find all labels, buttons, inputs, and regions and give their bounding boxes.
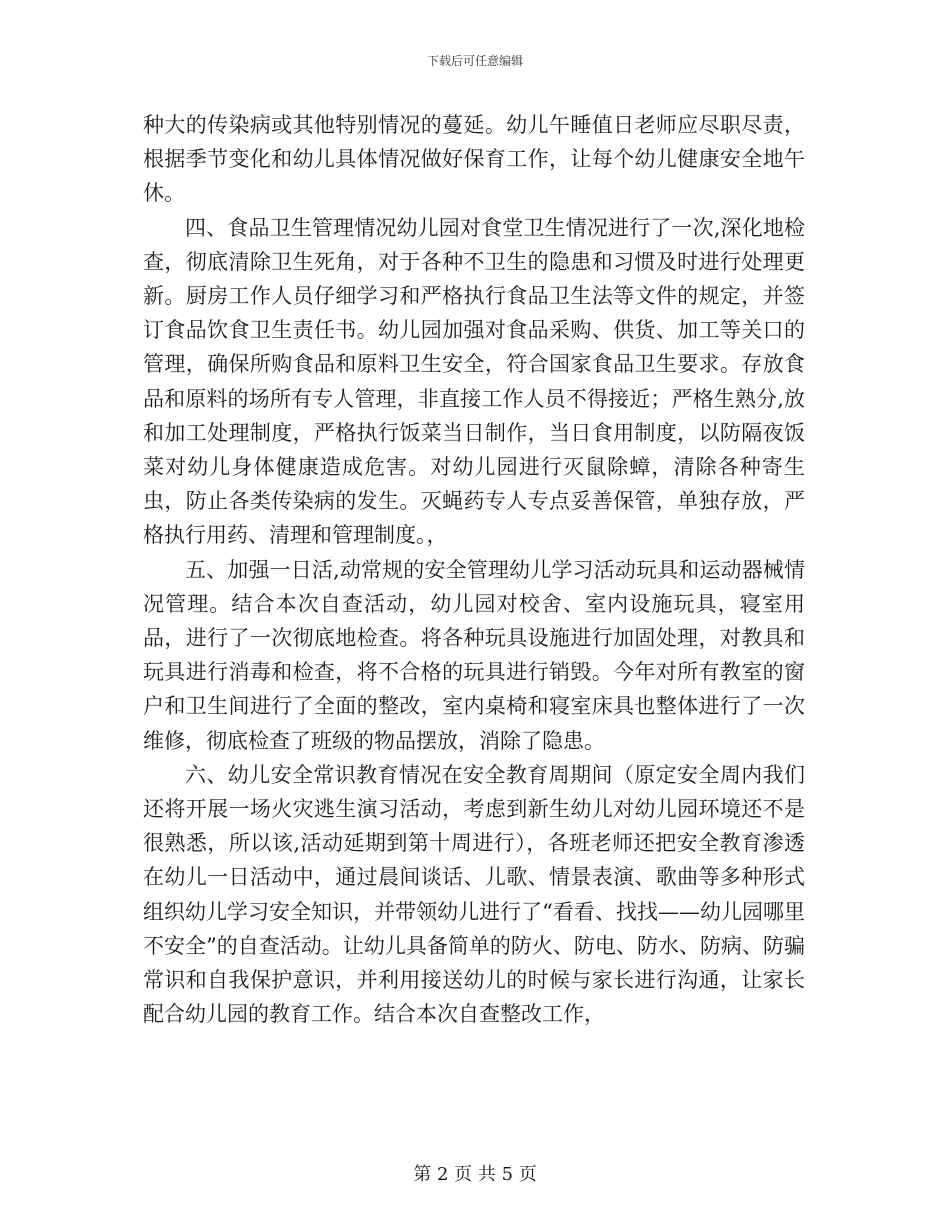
paragraph-daily-activity-safety: 五、加强一日活,动常规的安全管理幼儿学习活动玩具和运动器械情况管理。结合本次自查活动，幼儿园对校舍、室内设施玩具，寝室用品，进行了一次彻底地检查。将各种玩具设施进行加固处理，对教具和玩具进行消毒和检查，将不合格的玩具进行销毁。今年对所有教室的窗户和卫生间进行了全面的整改，室内桌椅和寝室床具也整体进行了一次维修，彻底检查了班级的物品摆放，消除了隐患。 xyxy=(143,557,805,753)
paragraph-safety-education: 六、幼儿安全常识教育情况在安全教育周期间（原定安全周内我们还将开展一场火灾逃生演习活动，考虑到新生幼儿对幼儿园环境还不是很熟悉，所以该,活动延期到第十周进行），各班老师还把安全教育渗透在幼儿一日活动中，通过晨间谈话、儿歌、情景表演、歌曲等多种形式组织幼儿学习安全知识，并带领幼儿进行了“看看、找找——幼儿园哪里不安全”的自查活动。让幼儿具备简单的防火、防电、防水、防病、防骗常识和自我保护意识，并利用接送幼儿的时候与家长进行沟通，让家长配合幼儿园的教育工作。结合本次自查整改工作， xyxy=(143,762,805,1027)
document-body xyxy=(143,108,805,1031)
page-footer xyxy=(0,1160,950,1186)
paragraph-food-hygiene: 四、食品卫生管理情况幼儿园对食堂卫生情况进行了一次,深化地检查，彻底清除卫生死角，对于各种不卫生的隐患和习惯及时进行处理更新。厨房工作人员仔细学习和严格执行食品卫生法等文件的规定，并签订食品饮食卫生责任书。幼儿园加强对食品采购、供货、加工等关口的管理，确保所购食品和原料卫生安全，符合国家食品卫生要求。存放食品和原料的场所有专人管理，非直接工作人员不得接近；严格生熟分,放和加工处理制度，严格执行饭菜当日制作，当日食用制度，以防隔夜饭菜对幼儿身体健康造成危害。对幼儿园进行灭鼠除蟑，清除各种寄生虫，防止各类传染病的发生。灭蝇药专人专点妥善保管，单独存放，严格执行用药、清理和管理制度。， xyxy=(143,215,805,548)
paragraph-continuation: 种大的传染病或其他特别情况的蔓延。幼儿午睡值日老师应尽职尽责，根据季节变化和幼儿具体情况做好保育工作，让每个幼儿健康安全地午休。 xyxy=(143,113,805,206)
page-header: 下载后可任意编辑 xyxy=(426,54,523,68)
page-number-label: 第 2 页 共 5 页 xyxy=(413,1164,537,1185)
